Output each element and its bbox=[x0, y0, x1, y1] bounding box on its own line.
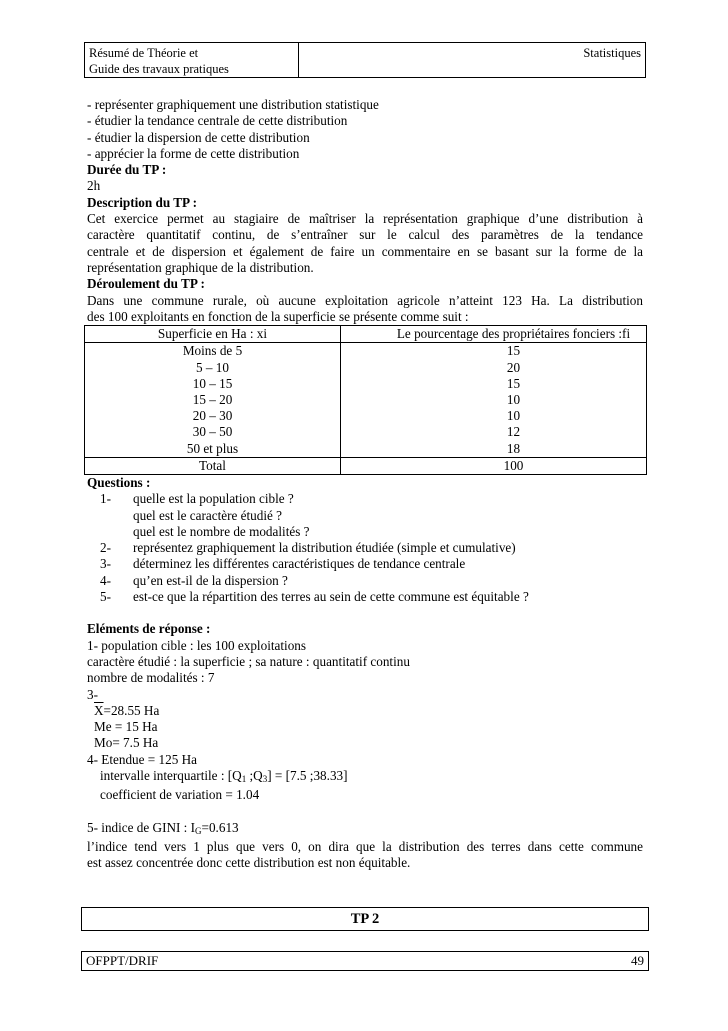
table-row bbox=[85, 376, 647, 392]
description-line: Cet exercice permet au stagiaire de maîtriser la représentation graphique d’une distribution à bbox=[87, 211, 643, 227]
table-row bbox=[85, 343, 647, 360]
header-subject: Statistiques bbox=[583, 46, 641, 60]
question-text: quel est le caractère étudié ? bbox=[133, 507, 282, 523]
duree-heading: Durée du TP : bbox=[87, 162, 167, 178]
deroulement-heading: Déroulement du TP : bbox=[87, 276, 205, 292]
table-cell-pct: 20 bbox=[341, 360, 647, 376]
answer-line: caractère étudié : la superficie ; sa nature : quantitatif continu bbox=[87, 653, 410, 669]
table-cell-range: 30 – 50 bbox=[192, 424, 233, 440]
table-cell-pct: 18 bbox=[341, 441, 647, 458]
iq-prefix: intervalle interquartile : [Q bbox=[100, 768, 242, 784]
tp-title-box: TP 2 bbox=[81, 907, 649, 931]
document-body bbox=[87, 97, 643, 872]
question-text: qu’en est-il de la dispersion ? bbox=[133, 572, 288, 588]
question-item bbox=[87, 540, 643, 556]
table-cell-pct: 10 bbox=[341, 408, 647, 424]
table-total-value: 100 bbox=[341, 457, 647, 474]
deroulement-line: Dans une commune rurale, où aucune exploitation agricole n’atteint 123 Ha. La distribution bbox=[87, 292, 643, 308]
question-number: 4- bbox=[100, 572, 111, 588]
header-left bbox=[85, 43, 299, 77]
objective-item: - étudier la tendance centrale de cette distribution bbox=[87, 113, 348, 129]
description-heading: Description du TP : bbox=[87, 194, 198, 210]
question-text: quel est le nombre de modalités ? bbox=[133, 523, 310, 539]
table-cell-range: 20 – 30 bbox=[192, 408, 233, 424]
iq-mid: ;Q bbox=[246, 768, 263, 784]
mean-value: =28.55 Ha bbox=[103, 702, 160, 718]
table-cell-pct: 15 bbox=[341, 376, 647, 392]
question-number: 5- bbox=[100, 589, 111, 605]
table-row bbox=[85, 392, 647, 408]
questions-heading: Questions : bbox=[87, 474, 151, 490]
question-item bbox=[87, 573, 643, 589]
table-cell-range: 10 – 15 bbox=[192, 375, 233, 391]
question-subitem bbox=[87, 508, 643, 524]
objective-item: - étudier la dispersion de cette distribution bbox=[87, 129, 310, 145]
table-header-pourcentage: Le pourcentage des propriétaires fonciers :fi bbox=[341, 326, 647, 343]
question-text: est-ce que la répartition des terres au sein de cette commune est équitable ? bbox=[133, 589, 529, 605]
answer-line: nombre de modalités : 7 bbox=[87, 670, 215, 686]
footer-org: OFPPT/DRIF bbox=[86, 953, 159, 968]
conclusion-line: l’indice tend vers 1 plus que vers 0, on dira que la distribution des terres dans cette commune bbox=[87, 838, 643, 854]
table-total-label: Total bbox=[85, 457, 341, 474]
iq-sub1: 1 bbox=[241, 774, 247, 785]
conclusion-line: est assez concentrée donc cette distribution est non équitable. bbox=[87, 855, 411, 871]
description-line: caractère quantitatif continu, de s’entraîner sur le calcul des paramètres de la tendance bbox=[87, 227, 643, 243]
answer-line: 3- bbox=[87, 686, 98, 702]
table-cell-range: 50 et plus bbox=[186, 440, 239, 456]
page-footer bbox=[81, 951, 649, 971]
page-number: 49 bbox=[631, 953, 644, 968]
answer-mode: Mo= 7.5 Ha bbox=[94, 735, 159, 751]
question-number: 1- bbox=[100, 491, 111, 507]
objective-item: - apprécier la forme de cette distribution bbox=[87, 145, 300, 161]
gini-suffix: =0.613 bbox=[201, 819, 239, 835]
header-title-line1: Résumé de Théorie et bbox=[89, 46, 199, 60]
deroulement-line: des 100 exploitants en fonction de la superficie se présente comme suit : bbox=[87, 308, 469, 324]
table-row bbox=[85, 424, 647, 440]
gini-prefix: 5- indice de GINI : I bbox=[87, 819, 196, 835]
answer-mean bbox=[87, 703, 643, 719]
description-line: centrale et de dispersion et également de faire un commentaire en se basant sur la forme de la bbox=[87, 243, 643, 259]
table-header-superficie: Superficie en Ha : xi bbox=[85, 326, 341, 343]
question-text: quelle est la population cible ? bbox=[133, 491, 294, 507]
duree-value: 2h bbox=[87, 178, 101, 194]
question-number: 3- bbox=[100, 556, 111, 572]
table-cell-range: 5 – 10 bbox=[196, 359, 229, 375]
answer-interquartile bbox=[87, 768, 643, 787]
objective-item: - représenter graphiquement une distribution statistique bbox=[87, 97, 379, 112]
table-row bbox=[85, 360, 647, 376]
question-item bbox=[87, 491, 643, 507]
answer-gini bbox=[87, 820, 643, 839]
mean-symbol: $\overline{X}$ bbox=[94, 702, 104, 718]
iq-suffix: ] = [7.5 ;38.33] bbox=[267, 768, 348, 784]
answer-line: 4- Etendue = 125 Ha bbox=[87, 751, 197, 767]
iq-sub3: 3 bbox=[262, 774, 268, 785]
table-cell-range: 15 – 20 bbox=[192, 391, 233, 407]
answers-heading: Eléments de réponse : bbox=[87, 621, 211, 637]
answer-cv: coefficient de variation = 1.04 bbox=[100, 787, 260, 803]
question-text: déterminez les différentes caractéristiques de tendance centrale bbox=[133, 556, 466, 572]
question-text: représentez graphiquement la distribution étudiée (simple et cumulative) bbox=[133, 540, 516, 556]
answer-line: 1- population cible : les 100 exploitations bbox=[87, 637, 307, 653]
table-cell-pct: 15 bbox=[341, 343, 647, 360]
description-line: représentation graphique de la distribution. bbox=[87, 259, 314, 275]
page-header bbox=[84, 42, 646, 78]
question-item bbox=[87, 589, 643, 605]
question-item bbox=[87, 556, 643, 572]
table-cell-pct: 12 bbox=[341, 424, 647, 440]
table-row bbox=[85, 441, 647, 458]
distribution-table bbox=[84, 325, 647, 475]
header-title-line2: Guide des travaux pratiques bbox=[89, 62, 229, 76]
table-total-row bbox=[85, 457, 647, 474]
question-number: 2- bbox=[100, 540, 111, 556]
table-header-row bbox=[85, 326, 647, 343]
table-row bbox=[85, 408, 647, 424]
gini-sub: G bbox=[195, 825, 202, 836]
table-cell-pct: 10 bbox=[341, 392, 647, 408]
answer-median: Me = 15 Ha bbox=[94, 719, 158, 735]
question-subitem bbox=[87, 524, 643, 540]
table-cell-range: Moins de 5 bbox=[182, 343, 243, 359]
